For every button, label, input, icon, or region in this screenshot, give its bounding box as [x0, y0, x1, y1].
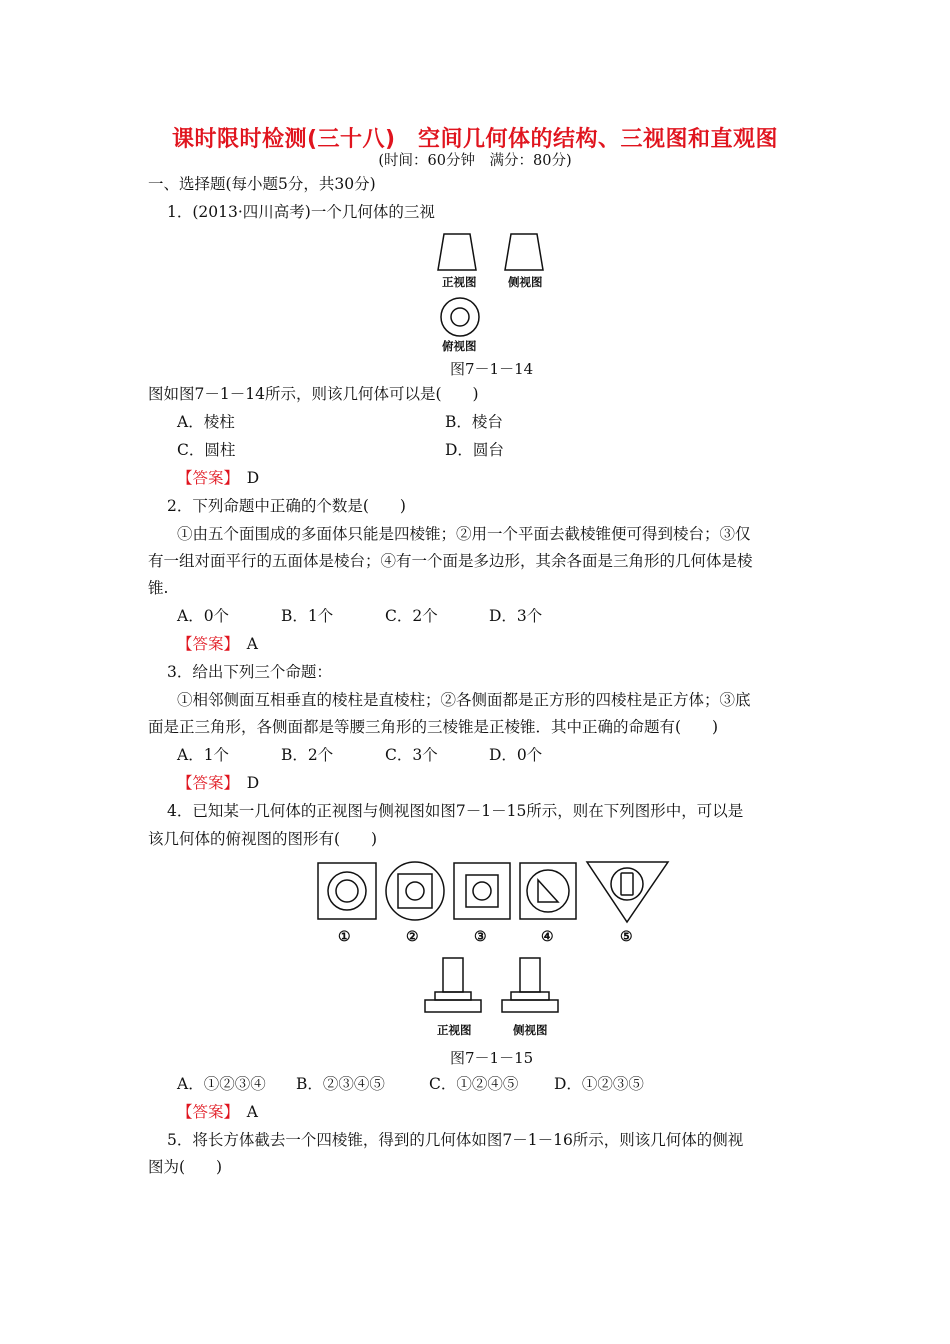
q4-shape-3-label: ③: [474, 929, 487, 945]
answer-tag: 【答案】: [177, 469, 232, 487]
q1-top-view: [438, 295, 484, 341]
q1-top-view-label: 俯视图: [442, 339, 477, 353]
q4-shape-5: [587, 862, 668, 922]
q1-front-view-label: 正视图: [442, 275, 477, 289]
q3-option-b: B．2个: [281, 746, 334, 764]
answer-value: D: [246, 469, 260, 487]
q2-stem: 2．下列命题中正确的个数是( ): [167, 497, 406, 515]
q3-option-c: C．3个: [385, 746, 438, 764]
q1-top-view-outer-circle: [441, 298, 479, 336]
answer-value: D: [246, 774, 260, 792]
q1-stem-part2: 图如图7－1－14所示，则该几何体可以是( ): [148, 385, 479, 403]
q4-option-b: B．②③④⑤: [296, 1075, 385, 1093]
q2-answer: [177, 634, 258, 654]
q4-option-a: A．①②③④: [177, 1075, 266, 1093]
q3-stem: 3．给出下列三个命题：: [167, 663, 332, 681]
q4-shape-2: [386, 862, 444, 920]
answer-tag: 【答案】: [177, 774, 232, 792]
q4-shape-4: [520, 863, 576, 919]
q4-figure-caption: 图7－1－15: [450, 1049, 534, 1067]
q2-option-a: A．0个: [177, 607, 230, 625]
q1-front-view-trapezoid: [438, 234, 476, 270]
q4-side-view-label: 侧视图: [513, 1023, 548, 1037]
q4-front-view: [425, 958, 481, 1012]
q1-option-d: D．圆台: [445, 441, 504, 459]
q4-shape-1-label: ①: [338, 929, 351, 945]
q4-answer: [177, 1102, 258, 1122]
q3-body-line2: 面是正三角形，各侧面都是等腰三角形的三棱锥是正棱锥．其中正确的命题有( ): [148, 718, 719, 736]
answer-value: A: [246, 635, 258, 653]
q1-top-view-inner-circle: [451, 308, 469, 326]
q2-body-line1: ①由五个面围成的多面体只能是四棱锥；②用一个平面去截棱锥便可得到棱台；③仅: [177, 525, 751, 543]
q1-front-side-views: [436, 230, 556, 278]
q1-option-c: C．圆柱: [177, 441, 236, 459]
q1-side-view-trapezoid: [505, 234, 543, 270]
q3-body-line1: ①相邻侧面互相垂直的棱柱是直棱柱；②各侧面都是正方形的四棱柱是正方体；③底: [177, 691, 751, 709]
q4-stem-line1: 4．已知某一几何体的正视图与侧视图如图7－1－15所示，则在下列图形中，可以是: [167, 802, 744, 820]
q2-body-line2: 有一组对面平行的五面体是棱台；④有一个面是多边形，其余各面是三角形的几何体是棱: [148, 552, 753, 570]
q4-stem-line2: 该几何体的俯视图的图形有( ): [148, 830, 378, 848]
q2-body-line3: 锥.: [148, 579, 169, 597]
q4-shape-2-label: ②: [406, 929, 419, 945]
q1-option-b: B．棱台: [445, 413, 503, 431]
q4-front-view-label: 正视图: [437, 1023, 472, 1037]
q3-option-a: A．1个: [177, 746, 230, 764]
answer-tag: 【答案】: [177, 635, 232, 653]
q2-option-c: C．2个: [385, 607, 438, 625]
q5-stem-line1: 5．将长方体截去一个四棱锥，得到的几何体如图7－1－16所示，则该几何体的侧视: [167, 1131, 744, 1149]
q4-option-d: D．①②③⑤: [554, 1075, 644, 1093]
q4-side-view: [502, 958, 558, 1012]
q4-shape-5-label: ⑤: [620, 929, 633, 945]
section-heading: 一、选择题(每小题5分，共30分): [148, 175, 376, 193]
q1-stem-part1: 1．(2013·四川高考)一个几何体的三视: [167, 203, 435, 221]
q1-figure-caption: 图7－1－14: [450, 360, 534, 378]
q3-option-d: D．0个: [489, 746, 543, 764]
q4-front-side-views: [422, 956, 572, 1020]
q4-shape-3: [454, 863, 510, 919]
q2-option-d: D．3个: [489, 607, 543, 625]
q4-shape-1: [318, 863, 376, 919]
q5-stem-line2: 图为( ): [148, 1158, 223, 1176]
answer-tag: 【答案】: [177, 1103, 232, 1121]
q1-option-a: A．棱柱: [177, 413, 235, 431]
q2-option-b: B．1个: [281, 607, 334, 625]
q4-shape-4-label: ④: [541, 929, 554, 945]
page-title: 课时限时检测(三十八) 空间几何体的结构、三视图和直观图: [171, 127, 779, 152]
q4-option-c: C．①②④⑤: [429, 1075, 519, 1093]
q1-side-view-label: 侧视图: [508, 275, 543, 289]
page-subtitle: (时间：60分钟 满分：80分): [378, 153, 572, 169]
answer-value: A: [246, 1103, 258, 1121]
q1-answer: [177, 468, 259, 488]
q3-answer: [177, 773, 259, 793]
q4-candidate-top-views: [312, 856, 674, 926]
